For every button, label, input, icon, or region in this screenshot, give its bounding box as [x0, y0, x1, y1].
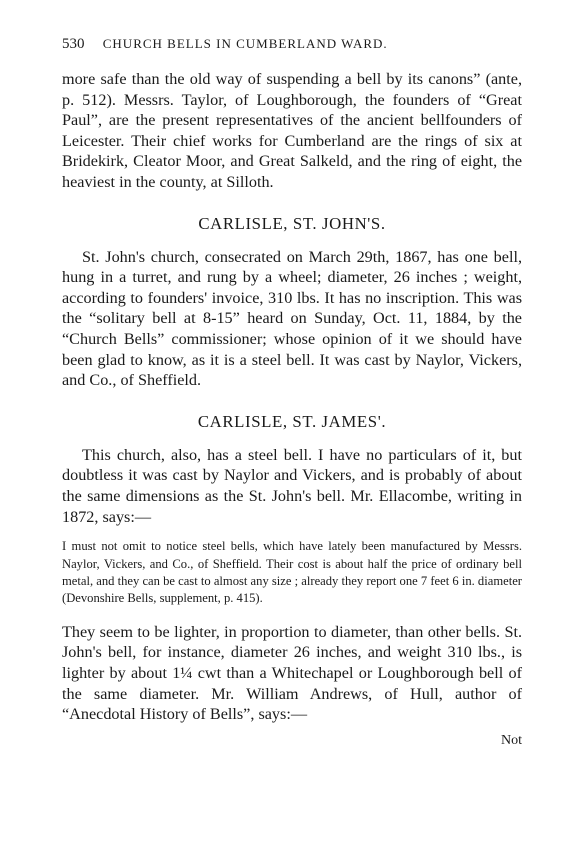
running-header — [62, 36, 522, 56]
paragraph-taylor-founders: more safe than the old way of suspending a bell by its canons” (ante, p. 512). Messrs. Taylor, of Loughborough, the founders of “Great Paul”, are the present representatives of the ancient bellfounders of Leicester. Their chief works for Cumberland are the rings of six at Bridekirk, Cleator Moor, and Great Salkeld, and the ring of eight, the heaviest in the county, at Silloth. — [62, 70, 522, 191]
catchword: Not — [501, 732, 522, 748]
running-title: CHURCH BELLS IN CUMBERLAND WARD. — [102, 36, 388, 51]
paragraph-st-johns: St. John's church, consecrated on March 29th, 1867, has one bell, hung in a turret, and rung by a wheel; diameter, 26 inches ; weight, according to founders' invoice, 310 lbs. It has no inscription. This was the “solitary bell at 8-15” heard on Sunday, Oct. 11, 1884, by the “Church Bells” commissioner; whose opinion of it we should have been glad to know, as it is a steel bell. It was cast by Naylor, Vickers, and Co., of Sheffield. — [62, 247, 522, 390]
section-heading-st-james: CARLISLE, ST. JAMES'. — [197, 411, 387, 431]
book-page — [62, 36, 522, 749]
block-quote-ellacombe: I must not omit to notice steel bells, which have lately been manufactured by Messrs. Naylor, Vickers, and Co., of Sheffield. Their cost is about half the price of ordinary bell metal, and they can be cast to almost any size ; already they report one 7 feet 6 in. diameter (Devonshire Bells, supplement, p. 415). — [62, 539, 522, 606]
section-heading-st-johns: CARLISLE, ST. JOHN'S. — [198, 213, 386, 233]
paragraph-st-james: This church, also, has a steel bell. I have no particulars of it, but doubtless it was cast by Naylor and Vickers, and is probably of about the same dimensions as the St. John's bell. Mr. Ellacombe, writing in 1872, says:— — [62, 445, 522, 526]
paragraph-steel-bell-weight: They seem to be lighter, in proportion to diameter, than other bells. St. John's bell, for instance, diameter 26 inches, and weight 310 lbs., is lighter by about 1¼ cwt than a Whitechapel or Loughborough bell of the same diameter. Mr. William Andrews, of Hull, author of “Anecdotal History of Bells”, says:— — [62, 622, 522, 724]
page-number: 530 — [62, 36, 85, 52]
